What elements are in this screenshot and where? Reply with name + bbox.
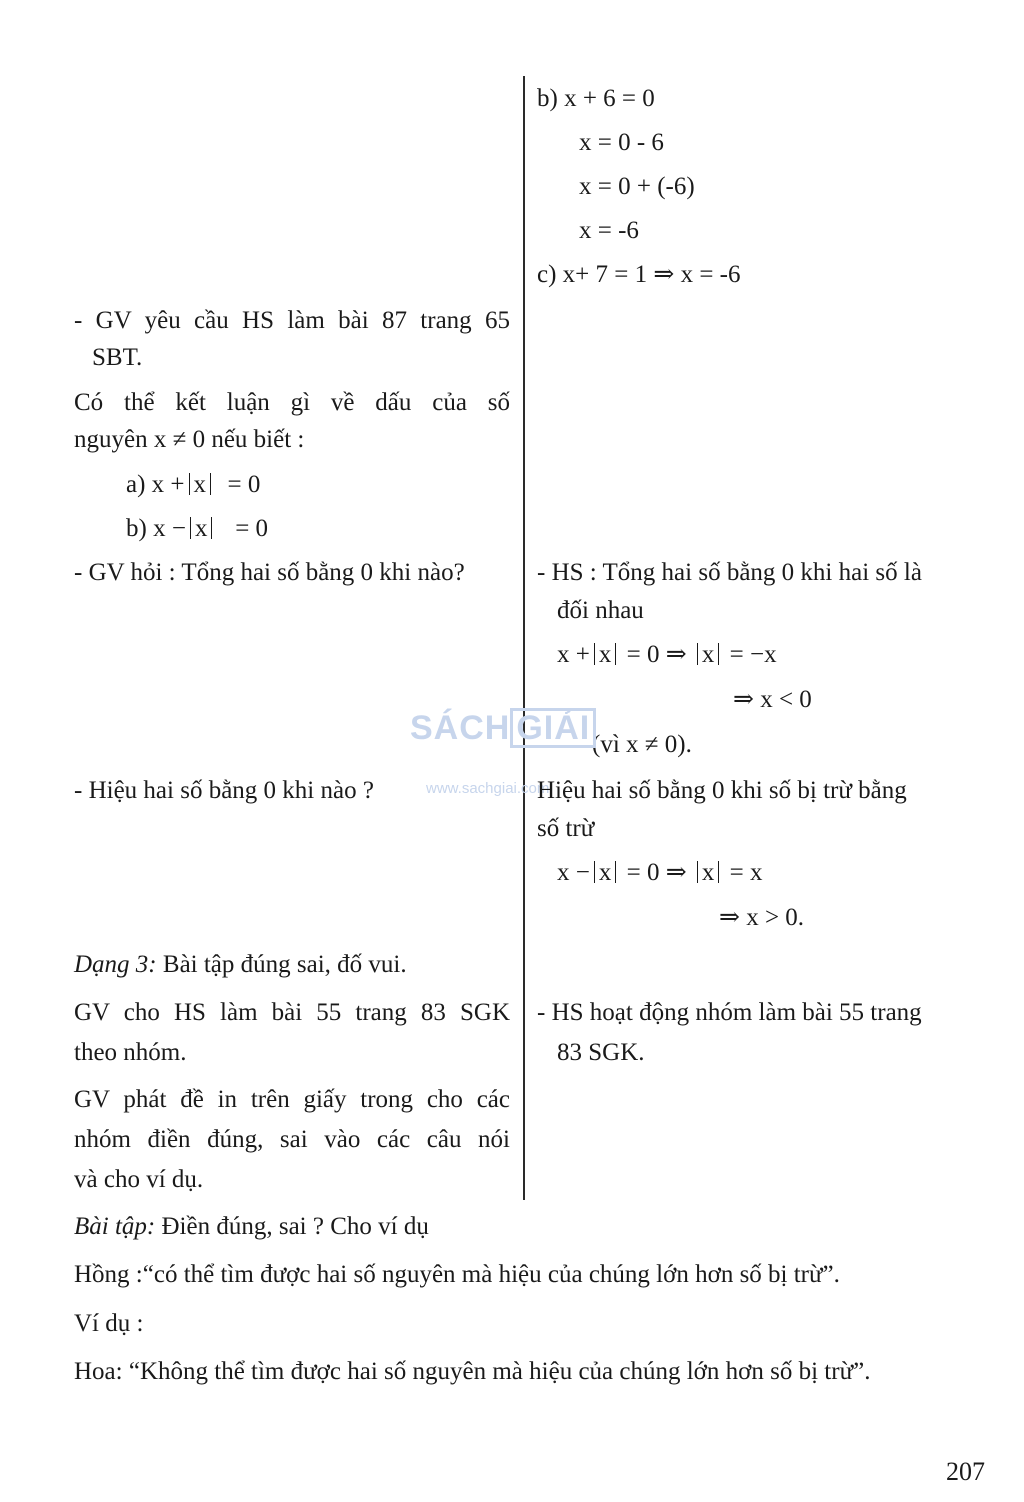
- hs55-line-1: - HS hoạt động nhóm làm bài 55 trang: [537, 999, 922, 1026]
- abs-bar-left: [697, 643, 698, 665]
- sum-eq-mid: = 0 ⇒: [626, 641, 687, 668]
- gv55-line-1: GV cho HS làm bài 55 trang 83 SGK: [74, 999, 510, 1026]
- condition-a: [126, 470, 260, 500]
- condition-b-var: x: [194, 515, 208, 542]
- abs-bar-right: [615, 643, 616, 665]
- sum-eq-var2: x: [701, 641, 715, 668]
- sum-eq-right: = −x: [729, 641, 777, 668]
- baitap-text: Điền đúng, sai ? Cho ví dụ: [161, 1213, 429, 1240]
- hong-statement: Hồng :“có thể tìm được hai số nguyên mà hiệu của chúng lớn hơn số bị trừ”.: [74, 1261, 840, 1288]
- solution-b-line-2: x = 0 - 6: [579, 129, 664, 156]
- diff-eq-var2: x: [701, 859, 715, 886]
- page-number: 207: [946, 1457, 985, 1486]
- gv-request-line-2: SBT.: [92, 344, 143, 371]
- dang3-text: Bài tập đúng sai, đố vui.: [162, 951, 407, 978]
- condition-a-suffix: = 0: [227, 471, 261, 498]
- baitap-heading: [74, 1212, 429, 1242]
- ask-diff: - Hiệu hai số bằng 0 khi nào ?: [74, 777, 374, 804]
- vidu-label: Ví dụ :: [74, 1310, 144, 1337]
- gvphat-line-3: và cho ví dụ.: [74, 1166, 204, 1193]
- diff-result: ⇒ x > 0.: [719, 904, 805, 931]
- abs-bar-right: [210, 473, 211, 495]
- question-line-1: Có thể kết luận gì về dấu của số: [74, 389, 510, 416]
- diff-eq-mid: = 0 ⇒: [626, 859, 687, 886]
- abs-bar-left: [594, 643, 595, 665]
- abs-bar-right: [718, 643, 719, 665]
- diff-equation: [557, 858, 763, 888]
- dang3-heading: [74, 950, 407, 980]
- gvphat-line-2: nhóm điền đúng, sai vào các câu nói: [74, 1126, 510, 1153]
- solution-b-line-1: b) x + 6 = 0: [537, 85, 655, 112]
- watermark-brand-left: SÁCH: [410, 709, 511, 747]
- abs-bar-left: [697, 861, 698, 883]
- diff-answer-line-2: số trừ: [537, 815, 595, 842]
- hs55-line-2: 83 SGK.: [557, 1039, 645, 1066]
- abs-bar-right: [615, 861, 616, 883]
- hs-sum-line-1: - HS : Tổng hai số bằng 0 khi hai số là: [537, 559, 922, 586]
- solution-b-line-4: x = -6: [579, 217, 639, 244]
- condition-a-var: x: [193, 471, 207, 498]
- gv-ask-sum: - GV hỏi : Tổng hai số bằng 0 khi nào?: [74, 559, 465, 586]
- solution-c-line: c) x+ 7 = 1 ⇒ x = -6: [537, 261, 741, 288]
- solution-b-line-3: x = 0 + (-6): [579, 173, 695, 200]
- diff-eq-right: = x: [729, 859, 763, 886]
- diff-answer-line-1: Hiệu hai số bằng 0 khi số bị trừ bằng: [537, 777, 907, 804]
- dang3-label: Dạng 3:: [74, 951, 157, 978]
- condition-a-prefix: a) x +: [126, 471, 185, 498]
- gv-request-line-1: - GV yêu cầu HS làm bài 87 trang 65: [74, 307, 510, 334]
- condition-b-suffix: = 0: [235, 515, 269, 542]
- gvphat-line-1: GV phát đề in trên giấy trong cho các: [74, 1086, 510, 1113]
- gv55-line-2: theo nhóm.: [74, 1039, 187, 1066]
- condition-b-prefix: b) x −: [126, 515, 186, 542]
- abs-bar-right: [718, 861, 719, 883]
- sum-note: (vì x ≠ 0).: [592, 731, 692, 758]
- condition-b: [126, 514, 268, 544]
- question-line-2: nguyên x ≠ 0 nếu biết :: [74, 426, 305, 453]
- sum-eq-var: x: [598, 641, 612, 668]
- abs-bar-left: [189, 473, 190, 495]
- column-divider: [523, 76, 525, 1200]
- hs-sum-line-2: đối nhau: [557, 597, 644, 624]
- sum-eq-left: x +: [557, 641, 590, 668]
- sum-equation: [557, 640, 777, 670]
- sum-result: ⇒ x < 0: [733, 686, 812, 713]
- watermark-logo: [410, 708, 596, 749]
- watermark-brand-box: GIẢI: [510, 708, 596, 748]
- hoa-statement: Hoa: “Không thể tìm được hai số nguyên mà hiệu của chúng lớn hơn số bị trừ”.: [74, 1358, 871, 1385]
- abs-bar-right: [211, 517, 212, 539]
- diff-eq-var: x: [598, 859, 612, 886]
- baitap-label: Bài tập:: [74, 1213, 156, 1240]
- abs-bar-left: [594, 861, 595, 883]
- watermark-url: www.sachgiai.com: [426, 780, 550, 797]
- abs-bar-left: [190, 517, 191, 539]
- diff-eq-left: x −: [557, 859, 590, 886]
